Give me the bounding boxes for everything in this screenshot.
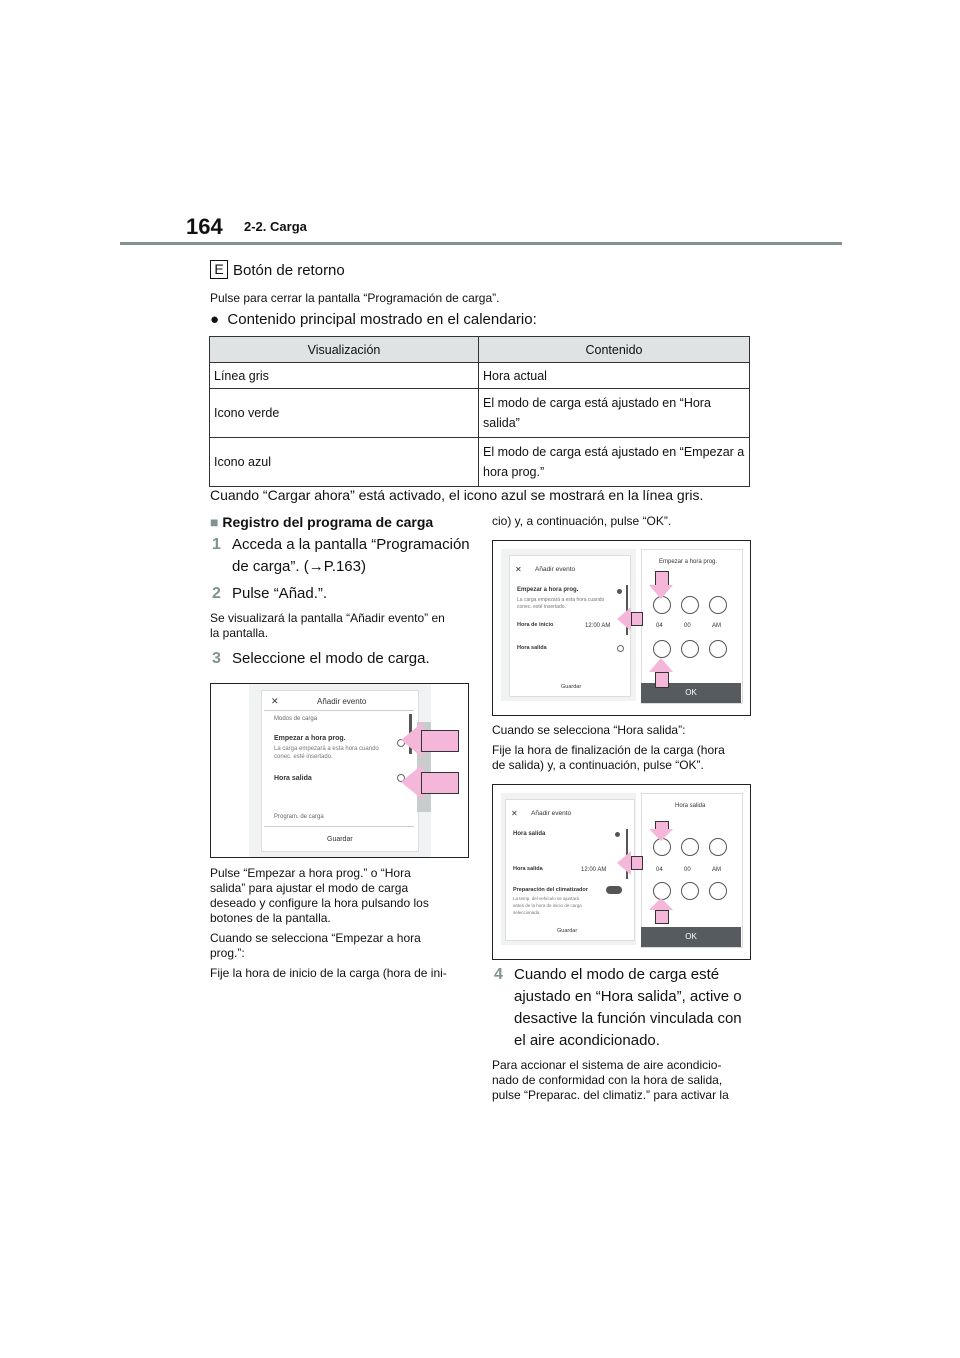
para-right-5b: de salida) y, a continuación, pulse “OK”. (492, 758, 704, 772)
schedule-label: Program. de carga (274, 814, 324, 820)
screenshot-departure-time (492, 784, 751, 960)
start-time-label: Hora de inicio (517, 622, 554, 628)
climate-toggle[interactable] (606, 886, 622, 894)
step-4-text-c: desactive la función vinculada con (514, 1010, 742, 1027)
arrow-icon (421, 730, 459, 752)
table-header: Visualización (210, 337, 479, 363)
para-1a: Pulse “Empezar a hora prog.” o “Hora (210, 866, 411, 880)
table-cell: Línea gris (210, 363, 479, 389)
ampm-up-button[interactable] (709, 838, 727, 856)
section-title: 2-2. Carga (244, 219, 307, 234)
departure-time-label: Hora salida (513, 866, 543, 872)
panel-title: Empezar a hora prog. (659, 559, 718, 565)
para-1b: salida” para ajustar el modo de carga (210, 881, 409, 895)
table-cell: El modo de carga está ajustado en “Hora salida” (479, 389, 750, 438)
screenshot-start-time (492, 540, 751, 716)
arrow-icon (649, 658, 673, 672)
option-start-desc-b: conec. esté insertado. (517, 604, 566, 610)
arrow-icon (631, 856, 643, 870)
arrow-icon (421, 772, 459, 794)
step-number: 2 (212, 585, 221, 602)
table-row (210, 438, 750, 487)
dialog (261, 690, 419, 852)
start-time-value[interactable]: 12:00 AM (585, 623, 611, 629)
para-right-6c: pulse “Preparac. del climatiz.” para activar la (492, 1088, 729, 1102)
step-4 (494, 966, 503, 984)
step-1-text-a: Acceda a la pantalla “Programación (232, 536, 470, 553)
arrow-icon (649, 585, 673, 599)
save-button[interactable]: Guardar (327, 836, 353, 843)
arrow-icon (631, 612, 643, 626)
close-icon[interactable]: ✕ (271, 696, 279, 706)
table-cell: El modo de carga está ajustado en “Empezar a hora prog.” (479, 438, 750, 487)
step-1-text-b: de carga”. (→P.163) (232, 558, 366, 575)
item-title: Botón de retorno (233, 262, 345, 279)
step-3 (212, 650, 221, 668)
radio-start[interactable] (617, 589, 622, 594)
table-cell: Hora actual (479, 363, 750, 389)
para-2b: prog.”: (210, 946, 245, 960)
step-2-desc-a: Se visualizará la pantalla “Añadir evento” en (210, 611, 445, 625)
table-cell: Icono verde (210, 389, 479, 438)
bullet-line (210, 311, 537, 328)
para-right-5a: Fije la hora de finalización de la carga (hora (492, 743, 725, 757)
step-2-desc-b: la pantalla. (210, 626, 269, 640)
minute-value: 00 (684, 867, 691, 873)
modes-label: Modos de carga (274, 716, 318, 722)
ok-button[interactable]: OK (641, 927, 741, 947)
arrow-icon (655, 910, 669, 924)
step-number: 3 (212, 650, 221, 667)
ampm-value: AM (712, 867, 721, 873)
header-rule (120, 242, 842, 245)
panel-title: Hora salida (675, 803, 706, 809)
ok-button[interactable]: OK (641, 683, 741, 703)
step-4-text-b: ajustado en “Hora salida”, active o (514, 988, 742, 1005)
step-number: 4 (494, 966, 503, 983)
step-2-text: Pulse “Añad.”. (232, 585, 328, 602)
option-departure[interactable]: Hora salida (517, 645, 547, 651)
para-3: Fije la hora de inicio de la carga (hora de ini- (210, 966, 447, 980)
step-2 (212, 585, 221, 603)
option-start-desc-b: conec. esté insertado. (274, 754, 333, 760)
item-desc: Pulse para cerrar la pantalla “Programación de carga”. (210, 291, 500, 305)
minute-up-button[interactable] (681, 596, 699, 614)
option-start-desc-a: La carga empezará a esta hora cuando (274, 746, 379, 752)
bullet-icon: ● (210, 311, 220, 328)
para-right-4: Cuando se selecciona “Hora salida”: (492, 723, 686, 737)
option-departure[interactable]: Hora salida (274, 775, 312, 782)
step-1 (212, 536, 221, 554)
climate-desc-c: seleccionada. (513, 910, 541, 915)
ampm-value: AM (712, 623, 721, 629)
radio-departure[interactable] (615, 832, 620, 837)
table-header-row (210, 337, 750, 363)
departure-time-value[interactable]: 12:00 AM (581, 867, 607, 873)
table-row (210, 363, 750, 389)
save-button[interactable]: Guardar (557, 928, 578, 934)
content-table (209, 336, 750, 487)
arrow-icon (401, 764, 423, 800)
hour-value: 04 (656, 867, 663, 873)
para-right-6b: nado de conformidad con la hora de salida, (492, 1073, 723, 1087)
minute-value: 00 (684, 623, 691, 629)
step-3-text: Seleccione el modo de carga. (232, 650, 430, 667)
table-row (210, 389, 750, 438)
bullet-text: Contenido principal mostrado en el calendario: (227, 311, 537, 328)
arrow-icon (649, 898, 673, 910)
close-icon[interactable]: ✕ (511, 809, 518, 818)
save-button[interactable]: Guardar (561, 684, 582, 690)
dialog-title: Añadir evento (535, 566, 576, 573)
para-1d: botones de la pantalla. (210, 911, 331, 925)
divider (264, 710, 414, 711)
option-start-desc-a: La carga empezará a esta hora cuando (517, 597, 605, 603)
divider (264, 826, 414, 827)
climate-option[interactable]: Preparación del climatizador (513, 887, 588, 893)
arrow-icon (617, 607, 631, 631)
option-start[interactable]: Empezar a hora prog. (517, 587, 579, 593)
ampm-down-button[interactable] (709, 882, 727, 900)
climate-desc-b: antes de la hora de inicio de carga (513, 903, 582, 908)
minute-down-button[interactable] (681, 882, 699, 900)
para-right-6a: Para accionar el sistema de aire acondicio- (492, 1058, 722, 1072)
step-4-text-a: Cuando el modo de carga esté (514, 966, 720, 983)
climate-desc-a: La temp. del vehículo se ajustará (513, 896, 580, 901)
para-2a: Cuando se selecciona “Empezar a hora (210, 931, 421, 945)
dialog-title: Añadir evento (531, 810, 572, 817)
minute-up-button[interactable] (681, 838, 699, 856)
radio-departure[interactable] (617, 645, 624, 652)
dialog-title: Añadir evento (317, 697, 367, 706)
arrow-icon (655, 672, 669, 688)
table-cell: Icono azul (210, 438, 479, 487)
screenshot-mode-select (210, 683, 469, 858)
ampm-down-button[interactable] (709, 640, 727, 658)
page-number: 164 (186, 214, 223, 239)
table-header: Contenido (479, 337, 750, 363)
close-icon[interactable]: ✕ (515, 565, 522, 574)
option-start[interactable]: Empezar a hora prog. (274, 735, 346, 742)
marker-e: E (210, 260, 228, 279)
heading-text: Registro del programa de carga (222, 514, 434, 530)
hour-value: 04 (656, 623, 663, 629)
ampm-up-button[interactable] (709, 596, 727, 614)
step-number: 1 (212, 536, 221, 553)
table-note: Cuando “Cargar ahora” está activado, el icono azul se mostrará en la línea gris. (210, 487, 704, 503)
arrow-icon (617, 851, 631, 875)
arrow-icon (401, 722, 423, 758)
step-4-text-d: el aire acondicionado. (514, 1032, 660, 1049)
para-right-0: cio) y, a continuación, pulse “OK”. (492, 514, 672, 528)
hour-down-button[interactable] (653, 640, 671, 658)
section-heading (210, 514, 433, 530)
para-1c: deseado y configure la hora pulsando los (210, 896, 429, 910)
minute-down-button[interactable] (681, 640, 699, 658)
arrow-icon (649, 829, 673, 841)
option-departure[interactable]: Hora salida (513, 831, 546, 837)
square-bullet-icon: ■ (210, 514, 219, 530)
